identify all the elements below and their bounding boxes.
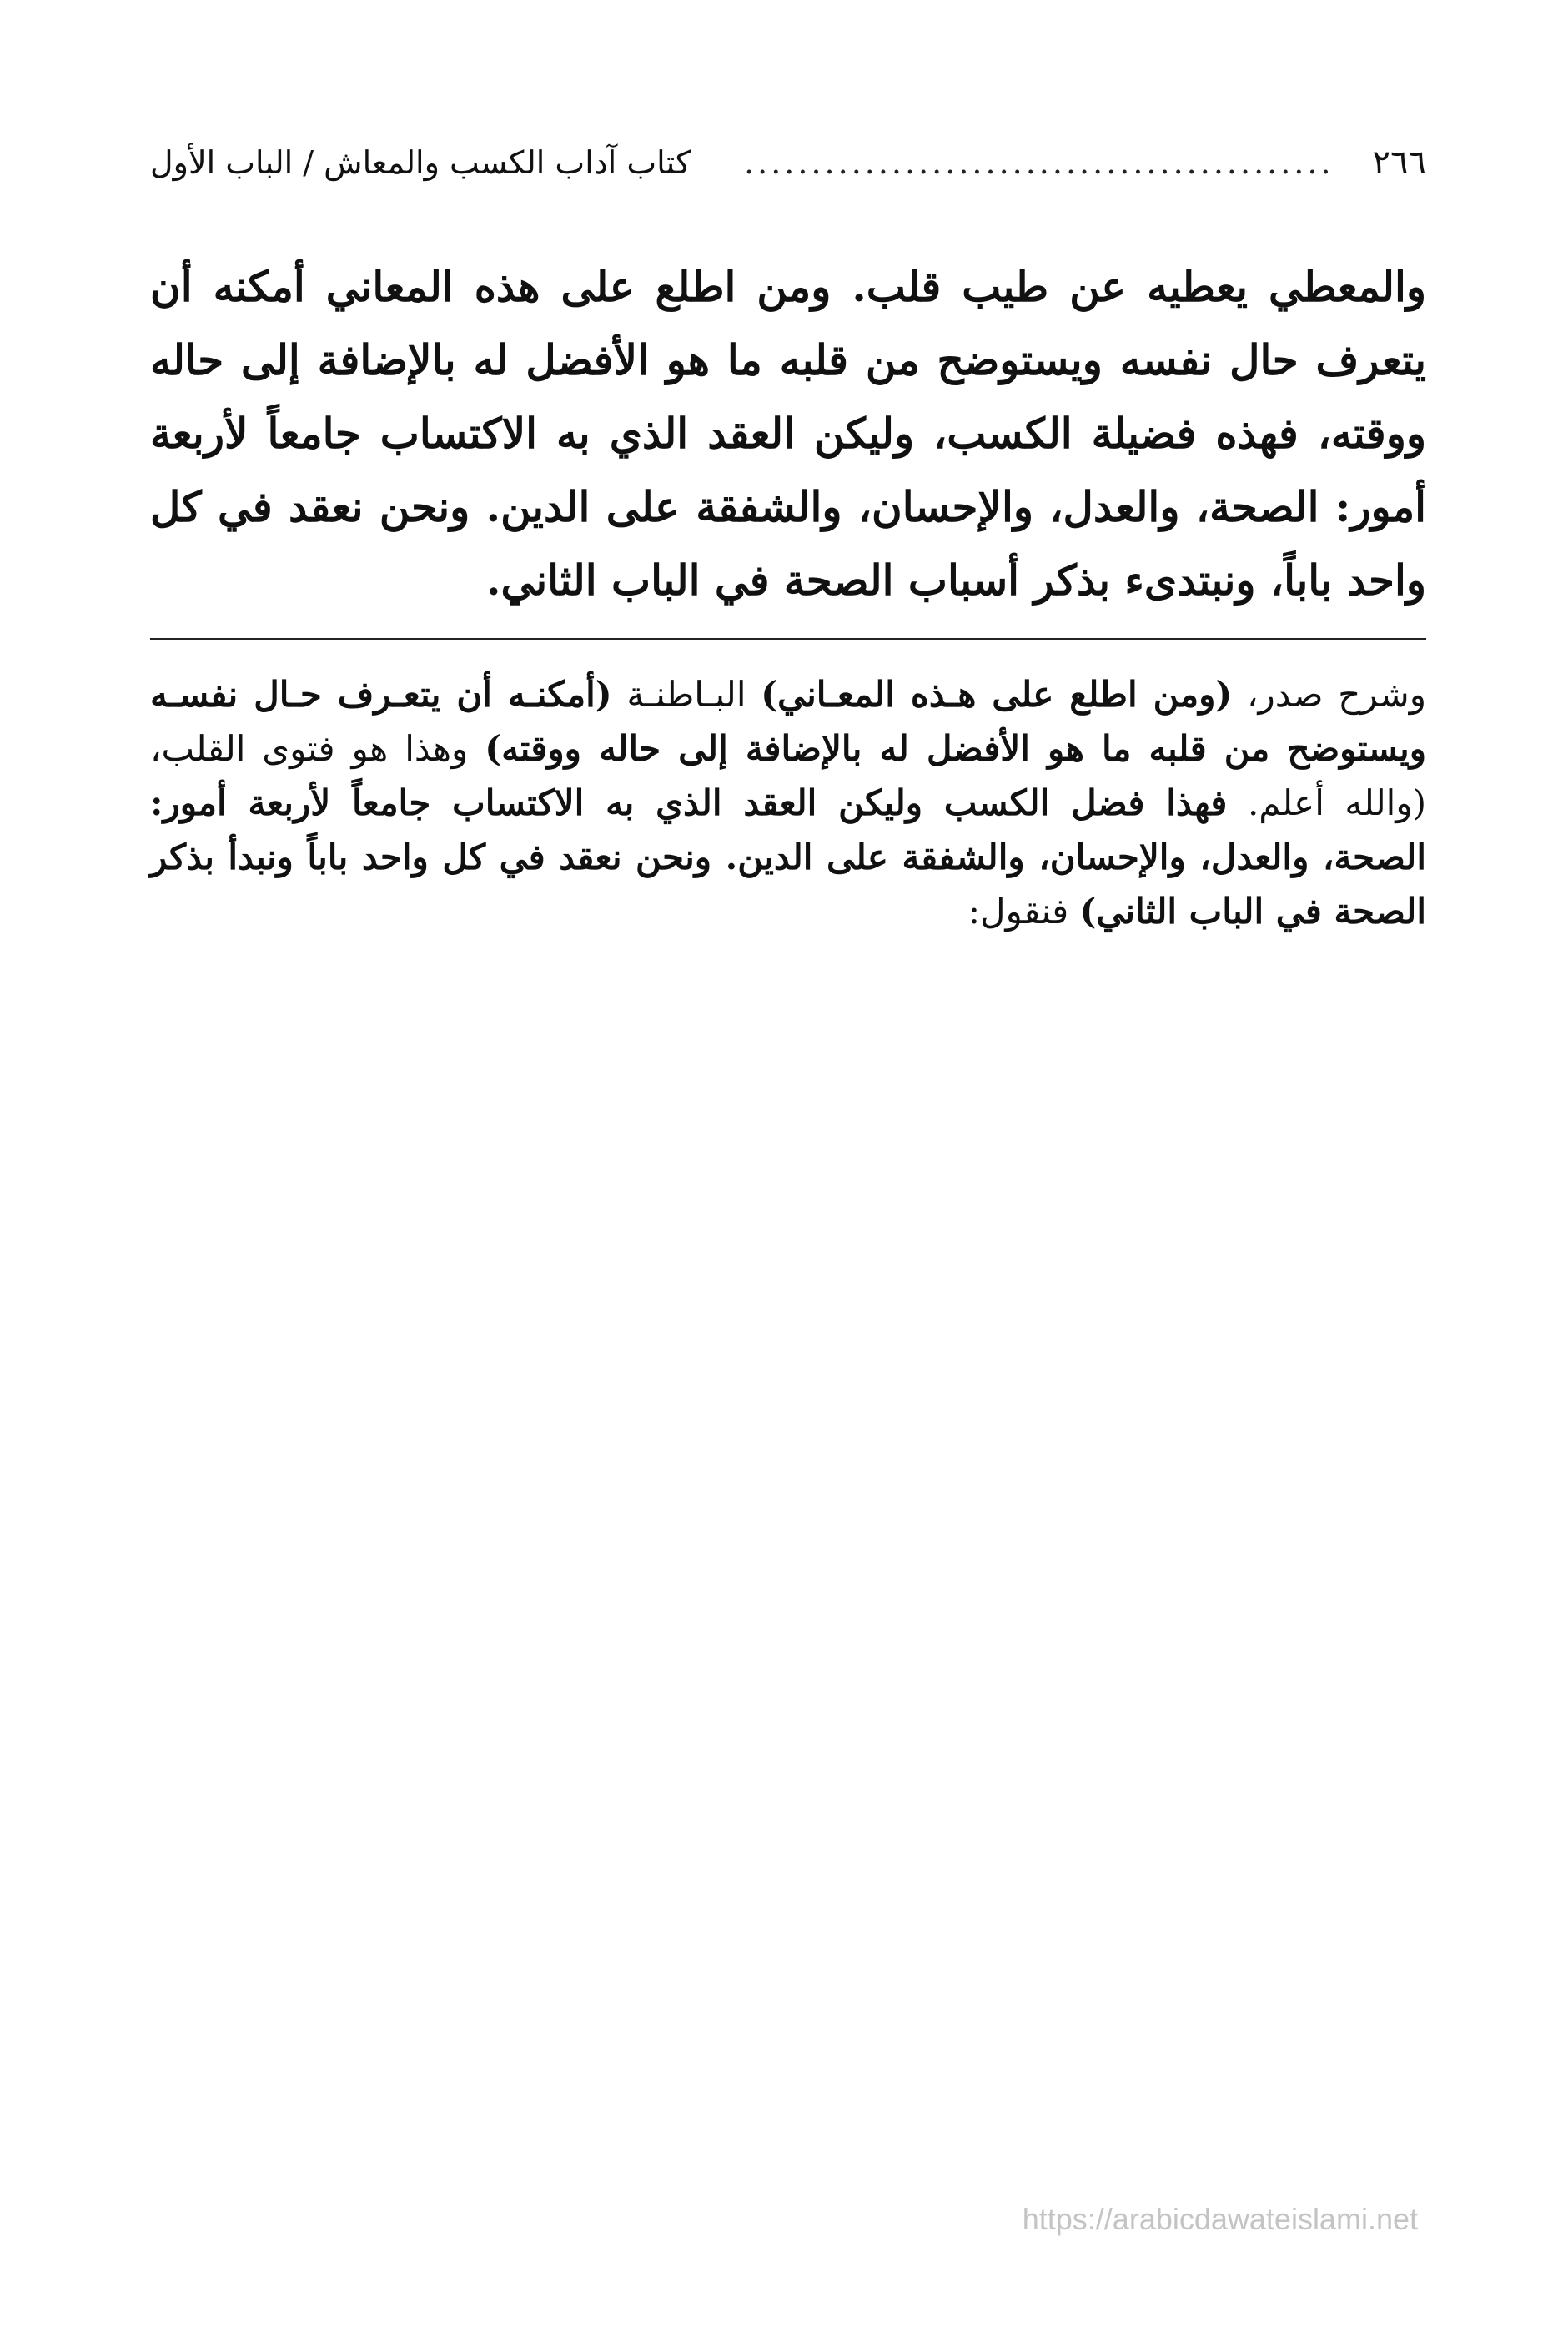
commentary-block [150, 667, 1426, 938]
main-text-block [150, 250, 1426, 617]
header-leader-dots: ............................................ [744, 144, 1334, 181]
commentary-quote: فهذا فضل الكسب وليكن العقد الذي به الاكتساب جامعاً لأربعة أمور: الصحة، والعدل، والإحسان، والشفقة على الدين. ونحن نعقد في كل واحد باباً ونبدأ بذكر الصحة في الباب الثاني) [150, 782, 1426, 932]
commentary-text: وشرح صدر، [1232, 674, 1426, 715]
page-number: ٢٦٦ [1372, 143, 1426, 182]
commentary-text: فنقول: [967, 891, 1080, 932]
footnote-separator [150, 638, 1426, 640]
commentary-quote: (أمكنـه أن يتعـرف حـال نفسـه ويستوضح من قلبه ما هو الأفضل له بالإضافة إلى حاله ووقته) [150, 674, 1426, 769]
commentary-text: البـاطنـة [611, 674, 761, 715]
running-title: كتاب آداب الكسب والمعاش / الباب الأول [150, 144, 691, 181]
commentary-text: وهذا هو فتوى القلب، (والله أعلم. [150, 728, 1426, 823]
page-header [150, 133, 1426, 192]
commentary-quote: (ومن اطلع على هـذه المعـاني) [761, 674, 1233, 715]
watermark-url: https://arabicdawateislami.net [1022, 2202, 1418, 2236]
main-text-paragraph: والمعطي يعطيه عن طيب قلب. ومن اطلع على هذه المعاني أمكنه أن يتعرف حال نفسه ويستوضح من قلبه ما هو الأفضل له بالإضافة إلى حاله ووقته، فهذه فضيلة الكسب، وليكن العقد الذي به الاكتساب جامعاً لأربعة أمور: الصحة، والعدل، والإحسان، والشفقة على الدين. ونحن نعقد في كل واحد باباً، ونبتدىء بذكر أسباب الصحة في الباب الثاني. [150, 262, 1426, 605]
commentary-paragraph [150, 667, 1426, 938]
